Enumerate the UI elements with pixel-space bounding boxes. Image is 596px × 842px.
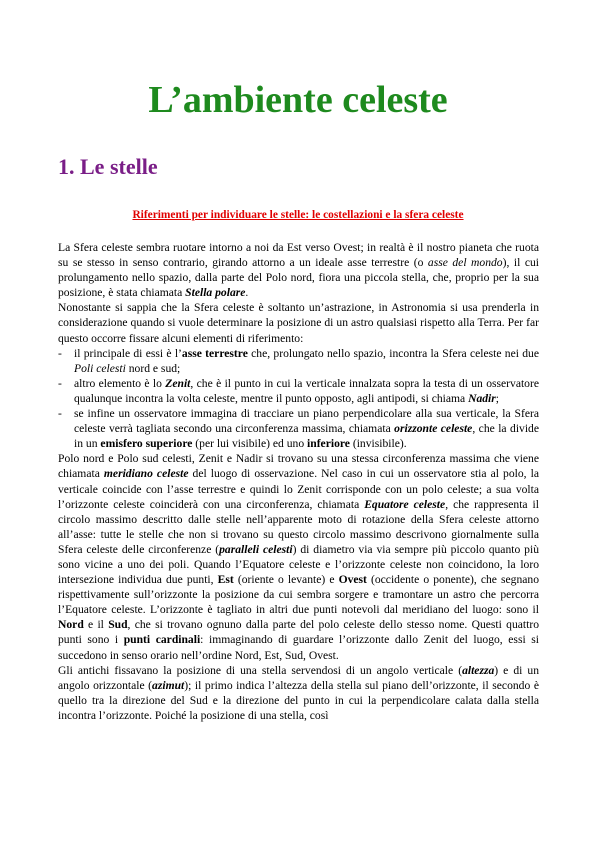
paragraph-3 [58,451,539,662]
term-altezza: altezza [462,663,495,677]
text-run: Gli antichi fissavano la posizione di una stella servendosi di un angolo verticale ( [58,663,463,677]
list-item [58,406,539,451]
list-item [58,346,539,376]
text-run: La Sfera celeste sembra ruotare intorno a noi da Est verso Ovest; in realtà è il nostro pianeta che ruota su se stesso in senso contrario, girando attorno a un ideale asse terrestre (o [58,241,539,270]
text-run: altro elemento è lo [74,376,166,390]
text-run: ; [495,391,500,405]
reference-list [58,346,539,452]
text-run: il principale di essi è l’ [74,346,182,360]
text-run: Nonostante si sappia che la Sfera celeste è soltanto un’astrazione, in Astronomia si usa prenderla in considerazione quando si vuole determinare la posizione di un astro qualsiasi rispetto alla Terra. Per far questo occorre fissare alcuni elementi di riferimento: [58,301,539,345]
text-run: Polo nord e Polo sud celesti, Zenit e Nadir si trovano su una stessa circonferenza massima che viene chiamata [58,452,539,481]
term-emisfero-superiore: emisfero superiore [100,437,193,451]
term-meridiano-celeste: meridiano celeste [103,467,189,481]
term-nord: Nord [58,618,84,632]
term-paralleli-celesti: paralleli celesti [219,542,293,556]
text-run: ) di diametro via via sempre più piccolo quanto più sono vicine a uno dei poli. Quando l’Equatore celeste e l’orizzonte celeste non coincidono, la loro intersezione individua due punti, [58,542,539,587]
text-run: . [245,286,249,300]
term-zenit: Zenit [165,376,191,390]
text-run: che, prolungato nello spazio, incontra la Sfera celeste nei due [247,346,539,360]
text-run: ); il primo indica l’altezza della stella sul piano dell’orizzonte, il secondo è quello tra la direzione del Sud e la direzione del punto in cui la perpendicolare calata dalla stella incontra l’orizzonte. Poiché la posizione di una stella, così [58,678,539,722]
text-run: e il [83,618,109,632]
text-run: , che è il punto in cui la verticale innalzata sopra la testa di un osservatore qualunque incontra la volta celeste, mentre il punto opposto, agli antipodi, si chiama [74,376,539,405]
text-run: : immaginando di guardare l’orizzonte dallo Zenit del luogo, essi si succedono in senso orario nell’ordine Nord, Est, Sud, Ovest. [58,633,539,662]
section-title: 1. Le stelle [58,154,158,179]
text-run: (occidente o ponente), che segnano rispettivamente sull’orizzonte la posizione da cui sembra sorgere e tramontare un astro che percorra l’Equatore celeste. L’orizzonte è tagliato in altri due punti notevoli dal meridiano del luogo: sono il [58,573,539,617]
term-asse-del-mondo: asse del mondo [427,256,503,270]
paragraph-4 [58,663,539,723]
term-punti-cardinali: punti cardinali [123,633,201,647]
paragraph-1 [58,240,539,300]
text-run: se infine un osservatore immagina di tracciare un piano perpendicolare alla sua verticale, la Sfera celeste verrà tagliata secondo una circonferenza massima, chiamata [74,407,539,436]
term-equatore-celeste: Equatore celeste [364,497,446,511]
list-dash: - [58,407,62,421]
term-sud: Sud [108,618,128,632]
paragraph-2 [58,300,539,345]
text-run: ), il cui prolungamento nello spazio, dalla parte del Polo nord, fiora una piccola stella, che, proprio per la sua posizione, è stata chiamata [58,256,539,300]
list-item [58,376,539,406]
list-dash: - [58,346,62,360]
term-orizzonte-celeste: orizzonte celeste [394,422,473,436]
list-dash: - [58,376,62,390]
text-run: (invisibile). [349,437,407,451]
term-nadir: Nadir [468,391,496,405]
subheading: Riferimenti per individuare le stelle: le costellazioni e la sfera celeste [132,209,464,221]
term-stella-polare: Stella polare [185,286,246,300]
term-azimut: azimut [152,678,185,692]
page-title: L’ambiente celeste [148,79,448,121]
term-asse-terrestre: asse terrestre [181,346,248,360]
body-text [58,240,539,723]
term-inferiore: inferiore [307,437,350,451]
text-run: , che la divide in un [74,422,540,451]
text-run: , che si trovano ognuno dalla parte del polo celeste dello stesso nome. Questi quattro punti sono i [58,618,539,647]
text-run: ) e di un angolo orizzontale ( [58,663,539,692]
text-run: nord e sud; [125,361,181,375]
term-est: Est [217,573,234,587]
text-run: del luogo di osservazione. Nel caso in cui un osservatore stia al polo, la verticale coincide con l’asse terrestre e quindi lo Zenit corrisponde con un polo celeste; a sua volta l’orizzonte celeste coinciderà con una circonferenza, chiamata [58,467,539,511]
term-poli-celesti: Poli celesti [74,361,126,375]
text-run: (per lui visibile) ed uno [192,437,308,451]
term-ovest: Ovest [338,573,367,587]
text-run: (oriente o levante) e [233,573,339,587]
text-run: , che rappresenta il circolo massimo descritto dalle stelle nell’apparente moto di rotazione della Sfera celeste attorno all’asse: tutte le stelle che non si trovano su questo circolo massimo descrivono giornalmente sulla Sfera celeste delle circonferenze ( [58,497,539,556]
